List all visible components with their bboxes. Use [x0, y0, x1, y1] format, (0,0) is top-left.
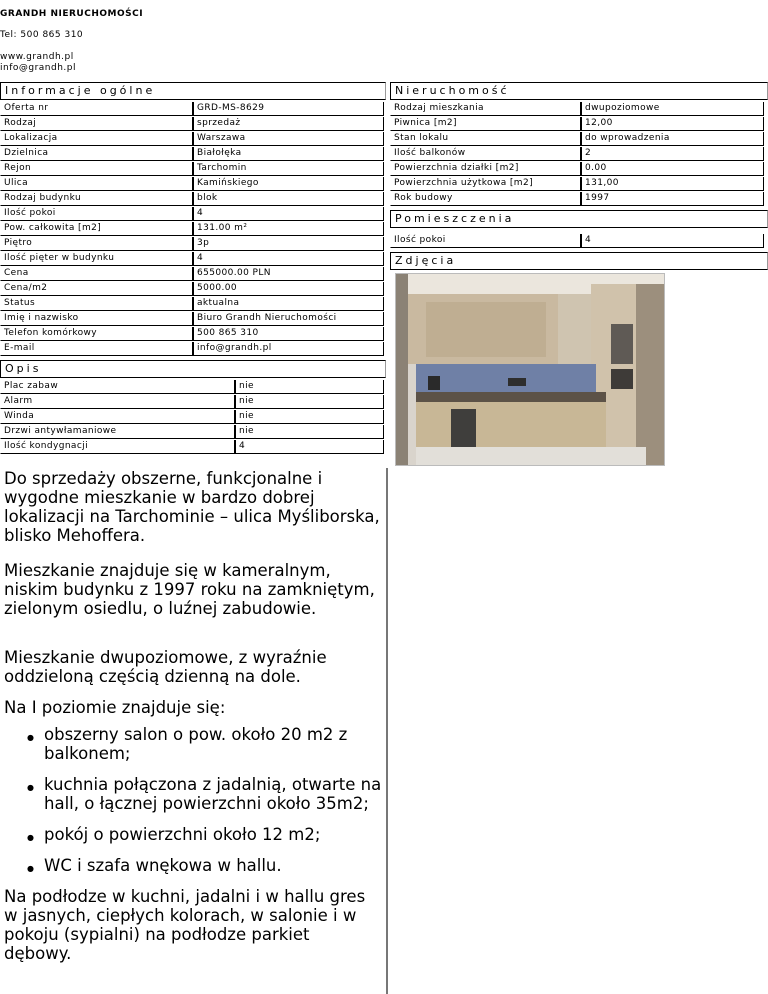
row-value: blok	[193, 192, 384, 206]
table-row	[0, 102, 386, 116]
row-key: Winda	[0, 410, 235, 424]
row-key: Imię i nazwisko	[0, 312, 193, 326]
row-value: Kamińskiego	[193, 177, 384, 191]
table-row	[390, 162, 768, 176]
row-key: Drzwi antywłamaniowe	[0, 425, 235, 439]
table-row	[0, 117, 386, 131]
list-item: ● pokój o powierzchni około 12 m2;	[28, 825, 382, 844]
row-value: 655000.00 PLN	[193, 267, 384, 281]
row-key: Piętro	[0, 237, 193, 251]
row-key: Oferta nr	[0, 102, 193, 116]
row-key: Ilość kondygnacji	[0, 440, 235, 454]
description-list	[4, 725, 382, 875]
row-key: Rejon	[0, 162, 193, 176]
table-row	[390, 147, 768, 161]
description-paragraph: Mieszkanie znajduje się w kameralnym, niskim budynku z 1997 roku na zamkniętym, zielonym osiedlu, o luźnej zabudowie.	[4, 561, 375, 618]
row-key: Ilość pięter w budynku	[0, 252, 193, 266]
row-key: Ilość pokoi	[0, 207, 193, 221]
row-value: GRD-MS-8629	[193, 102, 384, 116]
row-key: Ulica	[0, 177, 193, 191]
opis-section	[0, 360, 386, 454]
row-value: Biuro Grandh Nieruchomości	[193, 312, 384, 326]
row-value: dwupoziomowe	[581, 102, 764, 116]
row-key: Status	[0, 297, 193, 311]
row-value: 131.00 m²	[193, 222, 384, 236]
row-key: Ilość pokoi	[390, 234, 581, 248]
row-key: Rok budowy	[390, 192, 581, 206]
row-key: E-mail	[0, 342, 193, 356]
row-value: 2	[581, 147, 764, 161]
row-value: 4	[193, 207, 384, 221]
row-value: 5000.00	[193, 282, 384, 296]
divider	[386, 468, 388, 994]
table-row	[0, 237, 386, 251]
email-link[interactable]: info@grandh.pl	[0, 63, 77, 73]
kitchen-photo-image	[396, 274, 665, 466]
left-column	[0, 82, 386, 455]
row-value: sprzedaż	[193, 117, 384, 131]
row-value: nie	[235, 410, 384, 424]
row-value: 0.00	[581, 162, 764, 176]
row-key: Telefon komórkowy	[0, 327, 193, 341]
table-row	[390, 117, 768, 131]
section-general-title: Informacje ogólne	[0, 82, 386, 100]
table-row	[0, 342, 386, 356]
table-row	[0, 252, 386, 266]
row-key: Rodzaj mieszkania	[390, 102, 581, 116]
description-paragraph: Mieszkanie dwupoziomowe, z wyraźnie oddzieloną częścią dzienną na dole.	[4, 648, 327, 686]
row-value: nie	[235, 395, 384, 409]
row-value: 4	[235, 440, 384, 454]
row-key: Powierzchnia działki [m2]	[390, 162, 581, 176]
section-photos-title: Zdjęcia	[390, 252, 768, 270]
row-key: Cena	[0, 267, 193, 281]
table-row	[0, 282, 386, 296]
table-row	[390, 132, 768, 146]
list-item: ● WC i szafa wnękowa w hallu.	[28, 856, 382, 875]
phone: Tel: 500 865 310	[0, 30, 84, 40]
table-row	[0, 297, 386, 311]
row-value: nie	[235, 425, 384, 439]
row-key: Rodzaj	[0, 117, 193, 131]
list-item: ● obszerny salon o pow. około 20 m2 z balkonem;	[28, 725, 382, 763]
table-row	[390, 234, 768, 248]
table-row	[0, 147, 386, 161]
table-row	[0, 380, 386, 394]
table-row	[0, 162, 386, 176]
row-key: Alarm	[0, 395, 235, 409]
table-row	[0, 132, 386, 146]
row-key: Pow. całkowita [m2]	[0, 222, 193, 236]
row-value: 4	[581, 234, 764, 248]
table-row	[0, 207, 386, 221]
section-opis-title: Opis	[0, 360, 386, 378]
table-row	[0, 192, 386, 206]
row-key: Cena/m2	[0, 282, 193, 296]
row-value: 12,00	[581, 117, 764, 131]
table-row	[0, 267, 386, 281]
row-key: Rodzaj budynku	[0, 192, 193, 206]
row-value: aktualna	[193, 297, 384, 311]
row-value: do wprowadzenia	[581, 132, 764, 146]
kitchen-photo[interactable]	[395, 273, 665, 466]
row-key: Piwnica [m2]	[390, 117, 581, 131]
row-value: 131,00	[581, 177, 764, 191]
row-key: Ilość balkonów	[390, 147, 581, 161]
table-row	[0, 395, 386, 409]
table-row	[0, 440, 386, 454]
row-value: nie	[235, 380, 384, 394]
description-paragraph: Na podłodze w kuchni, jadalni i w hallu gres w jasnych, ciepłych kolorach, w salonie i w pokoju (sypialni) na podłodze parkiet dębowy.	[4, 887, 366, 963]
email-value[interactable]: info@grandh.pl	[193, 342, 384, 356]
right-column	[390, 82, 768, 466]
row-key: Plac zabaw	[0, 380, 235, 394]
row-value: 4	[193, 252, 384, 266]
table-row	[0, 410, 386, 424]
section-property-title: Nieruchomość	[390, 82, 768, 100]
row-key: Lokalizacja	[0, 132, 193, 146]
table-row	[0, 222, 386, 236]
description	[4, 469, 382, 979]
company-name: GRANDH NIERUCHOMOŚCI	[0, 9, 144, 19]
row-key: Stan lokalu	[390, 132, 581, 146]
row-value: Białołęka	[193, 147, 384, 161]
header	[0, 9, 143, 74]
website-link[interactable]: www.grandh.pl	[0, 52, 74, 62]
row-value: 1997	[581, 192, 764, 206]
table-row	[390, 177, 768, 191]
row-value: 500 865 310	[193, 327, 384, 341]
table-row	[390, 192, 768, 206]
description-paragraph: Na I poziomie znajduje się:	[4, 698, 226, 717]
description-paragraph: Do sprzedaży obszerne, funkcjonalne i wygodne mieszkanie w bardzo dobrej lokalizacji na Tarchominie – ulica Myśliborska, blisko Mehoffera.	[4, 469, 380, 545]
row-value: Tarchomin	[193, 162, 384, 176]
row-key: Dzielnica	[0, 147, 193, 161]
row-value: 3p	[193, 237, 384, 251]
list-item: ● kuchnia połączona z jadalnią, otwarte na hall, o łącznej powierzchni około 35m2;	[28, 775, 382, 813]
row-value: Warszawa	[193, 132, 384, 146]
row-key: Powierzchnia użytkowa [m2]	[390, 177, 581, 191]
table-row	[0, 177, 386, 191]
table-row	[390, 102, 768, 116]
table-row	[0, 312, 386, 326]
general-table	[0, 102, 386, 356]
table-row	[0, 327, 386, 341]
table-row	[0, 425, 386, 439]
section-rooms-title: Pomieszczenia	[390, 210, 768, 228]
